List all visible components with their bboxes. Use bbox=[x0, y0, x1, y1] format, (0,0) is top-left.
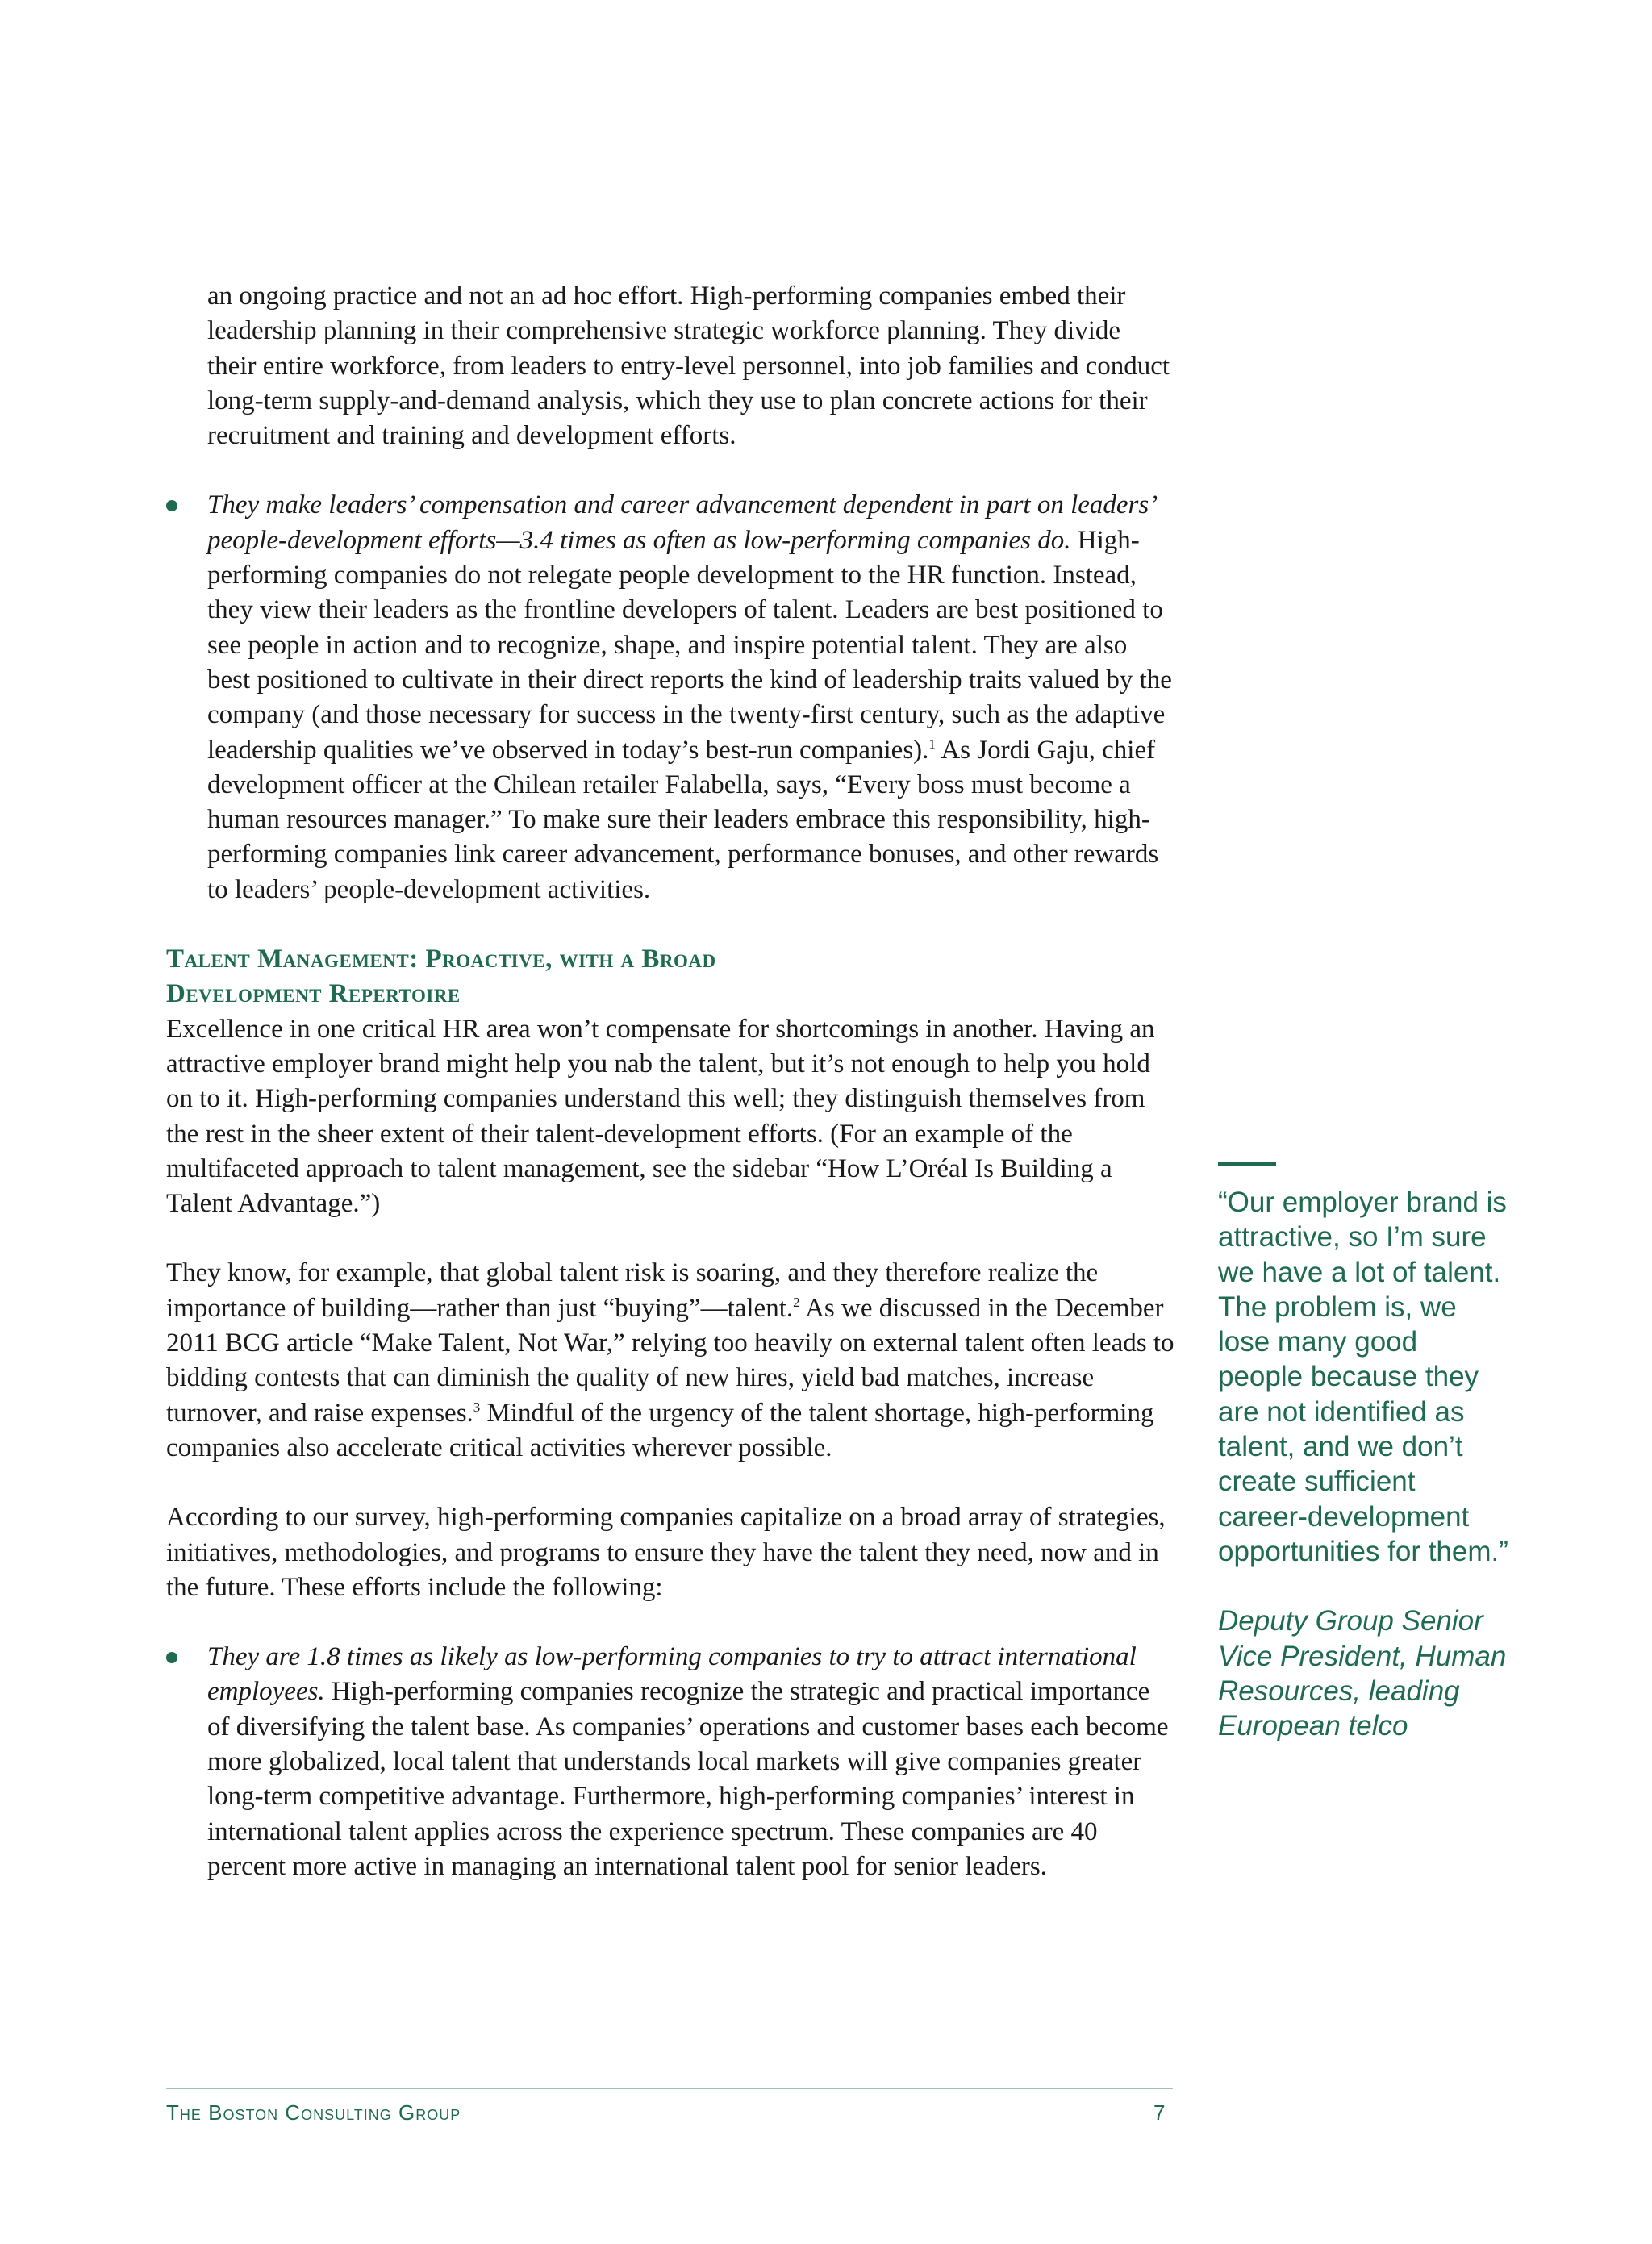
bullet-body-b: As Jordi Gaju, chief development officer at the Chilean retailer Falabella, says, “Every boss must become a human resources manager.” To make sure their leaders embrace this responsibility, high-performing companies link career advancement, performance bonuses, and other rewards to leaders’ people-development activities. bbox=[207, 735, 1159, 904]
heading-line-1: Talent Management: Proactive, with a Broad bbox=[166, 945, 716, 974]
continued-paragraph: an ongoing practice and not an ad hoc effort. High-performing companies embed their leadership planning in their comprehensive strategic workforce planning. They divide their entire workforce, from leaders to entry-level personnel, into job families and conduct long-term supply-and-demand analysis, which they use to plan concrete actions for their recruitment and training and development efforts. bbox=[207, 282, 1170, 451]
bullet-text bbox=[207, 488, 1174, 907]
bullet-lead-italic: They are 1.8 times as likely as low-performing companies to try to attract international employees. bbox=[207, 1642, 1137, 1707]
footer-org-name: The Boston Consulting Group bbox=[166, 2100, 461, 2125]
footnote-ref: 3 bbox=[473, 1399, 481, 1415]
heading-line-2: Development Repertoire bbox=[166, 979, 461, 1009]
bullet-text bbox=[207, 1640, 1174, 1884]
bullet-dot bbox=[166, 500, 177, 511]
footnote-ref: 1 bbox=[928, 736, 936, 752]
para3-text-b: As we discussed in the December 2011 BCG article “Make Talent, Not War,” relying too heavily on external talent often leads to bidding contests that can diminish the quality of new hires, yield bad matches, increase turnover, and raise expenses. bbox=[166, 1293, 1174, 1428]
bullet-lead-italic: They make leaders’ compensation and career advancement dependent in part on leaders’ people-development efforts—3.4 times as often as low-performing companies do. bbox=[207, 490, 1155, 555]
sidebar-rule bbox=[1218, 1162, 1276, 1166]
para3-text-a: They know, for example, that global talent risk is soaring, and they therefore realize the importance of building—rather than just “buying”—talent. bbox=[166, 1258, 1099, 1323]
footnote-ref: 2 bbox=[793, 1294, 800, 1310]
paragraph-excellence: Excellence in one critical HR area won’t compensate for shortcomings in another. Having an attractive employer brand might help you nab the talent, but it’s not enough to help you hold on to it. High-performing companies understand this well; they distinguish themselves from the rest in the sheer extent of their talent-development efforts. (For an example of the multifaceted approach to talent management, see the sidebar “How L’Oréal Is Building a Talent Advantage.”) bbox=[166, 1014, 1155, 1219]
para3-text-c: Mindful of the urgency of the talent shortage, high-performing companies also accelerate critical activities wherever possible. bbox=[166, 1398, 1154, 1462]
main-column bbox=[166, 279, 1174, 1884]
bullet-dot bbox=[166, 1652, 177, 1663]
section-heading bbox=[166, 942, 1174, 1012]
paragraph-global-talent bbox=[166, 1256, 1174, 1466]
bullet-body-a: High-performing companies do not relegate people development to the HR function. Instead, they view their leaders as the frontline developers of talent. Leaders are best positioned to see people in action and to recognize, shape, and inspire potential talent. They are also best positioned to cultivate in their direct reports the kind of leadership traits valued by the company (and those necessary for success in the twenty-first century, such as the adaptive leadership qualities we’ve observed in today’s best-run companies). bbox=[207, 525, 1172, 765]
bullet-item-international bbox=[166, 1640, 1174, 1884]
paragraph-survey: According to our survey, high-performing companies capitalize on a broad array of strategies, initiatives, methodologies, and programs to ensure they have the talent they need, now and in the future. These efforts include the following: bbox=[166, 1503, 1166, 1602]
footer-rule bbox=[166, 2088, 1173, 2089]
pull-quote-sidebar bbox=[1218, 1162, 1508, 1743]
pull-quote-text: “Our employer brand is attractive, so I’m sure we have a lot of talent. The problem is, we lose many good people because they are not identified as talent, and we don’t create sufficient career-development opportunities for them.” bbox=[1218, 1187, 1508, 1567]
pull-quote-attribution: Deputy Group Senior Vice President, Human Resources, leading European telco bbox=[1218, 1605, 1507, 1742]
page-number: 7 bbox=[1153, 2100, 1166, 2125]
bullet-body: High-performing companies recognize the strategic and practical importance of diversifying the talent base. As companies’ operations and customer bases each become more globalized, local talent that understands local markets will give companies greater long-term competitive advantage. Furthermore, high-performing companies’ interest in international talent applies across the experience spectrum. These companies are 40 percent more active in managing an international talent pool for senior leaders. bbox=[207, 1677, 1169, 1881]
bullet-item-compensation bbox=[166, 488, 1174, 907]
